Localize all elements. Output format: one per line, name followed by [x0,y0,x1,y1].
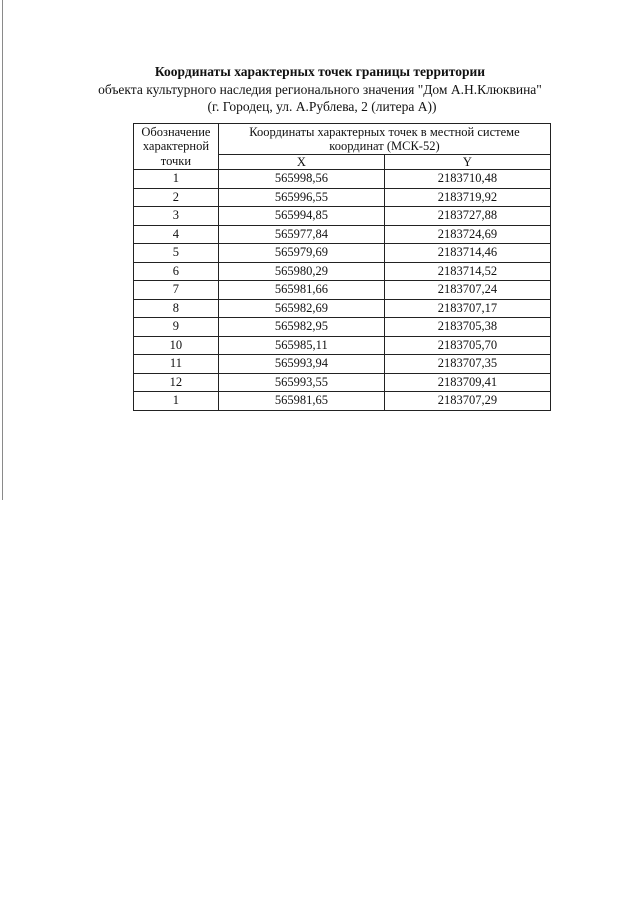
x-coordinate-cell: 565985,11 [218,336,384,355]
document-subtitle-line2: (г. Городец, ул. А.Рублева, 2 (литера А)) [207,99,437,114]
y-coordinate-cell: 2183714,46 [384,244,550,263]
table-row [134,299,551,318]
point-number-cell: 5 [134,244,219,263]
y-coordinate-cell: 2183707,29 [384,392,550,411]
table-row [134,318,551,337]
point-label-line: Обозначение [141,124,211,139]
y-coordinate-cell: 2183714,52 [384,262,550,281]
y-coordinate-cell: 2183727,88 [384,207,550,226]
point-label-line: характерной [142,139,210,154]
x-coordinate-cell: 565981,66 [218,281,384,300]
table-row [134,262,551,281]
y-coordinate-cell: 2183705,70 [384,336,550,355]
table-row [134,188,551,207]
x-coordinate-cell: 565998,56 [218,170,384,189]
point-label-header [134,124,219,170]
table-row [134,336,551,355]
x-coordinate-cell: 565996,55 [218,188,384,207]
point-number-cell: 1 [134,392,219,411]
y-coordinate-cell: 2183707,24 [384,281,550,300]
y-coordinate-cell: 2183707,17 [384,299,550,318]
table-row [134,225,551,244]
document-subtitle-line1: объекта культурного наследия регионального значения "Дом А.Н.Клюквина" [98,82,542,97]
point-number-cell: 9 [134,318,219,337]
x-coordinate-cell: 565981,65 [218,392,384,411]
point-number-cell: 1 [134,170,219,189]
table-row [134,170,551,189]
x-coordinate-cell: 565980,29 [218,262,384,281]
x-coordinate-cell: 565994,85 [218,207,384,226]
y-coordinate-cell: 2183707,35 [384,355,550,374]
table-row [134,207,551,226]
y-coordinate-cell: 2183705,38 [384,318,550,337]
x-coordinate-cell: 565982,95 [218,318,384,337]
point-number-cell: 3 [134,207,219,226]
y-coordinate-cell: 2183709,41 [384,373,550,392]
x-coordinate-cell: 565993,94 [218,355,384,374]
y-coordinate-cell: 2183710,48 [384,170,550,189]
coord-header-line: Координаты характерных точек в местной системе [249,124,520,139]
point-number-cell: 6 [134,262,219,281]
coordinates-system-header [218,124,550,155]
document-title: Координаты характерных точек границы территории [154,64,486,79]
x-coordinate-cell: 565982,69 [218,299,384,318]
coordinates-table [133,123,551,411]
coord-header-line: координат (МСК-52) [329,139,440,153]
x-coordinate-cell: 565979,69 [218,244,384,263]
x-coordinate-cell: 565993,55 [218,373,384,392]
table-row [134,244,551,263]
document-heading [0,64,640,115]
y-coordinate-cell: 2183724,69 [384,225,550,244]
point-number-cell: 12 [134,373,219,392]
point-number-cell: 10 [134,336,219,355]
point-number-cell: 11 [134,355,219,374]
x-column-header: X [218,155,384,170]
point-number-cell: 7 [134,281,219,300]
point-number-cell: 8 [134,299,219,318]
point-number-cell: 4 [134,225,219,244]
y-coordinate-cell: 2183719,92 [384,188,550,207]
table-row [134,355,551,374]
point-number-cell: 2 [134,188,219,207]
point-label-line: точки [160,153,192,168]
table-row [134,281,551,300]
y-column-header: Y [384,155,550,170]
x-coordinate-cell: 565977,84 [218,225,384,244]
table-row [134,373,551,392]
table-row [134,392,551,411]
